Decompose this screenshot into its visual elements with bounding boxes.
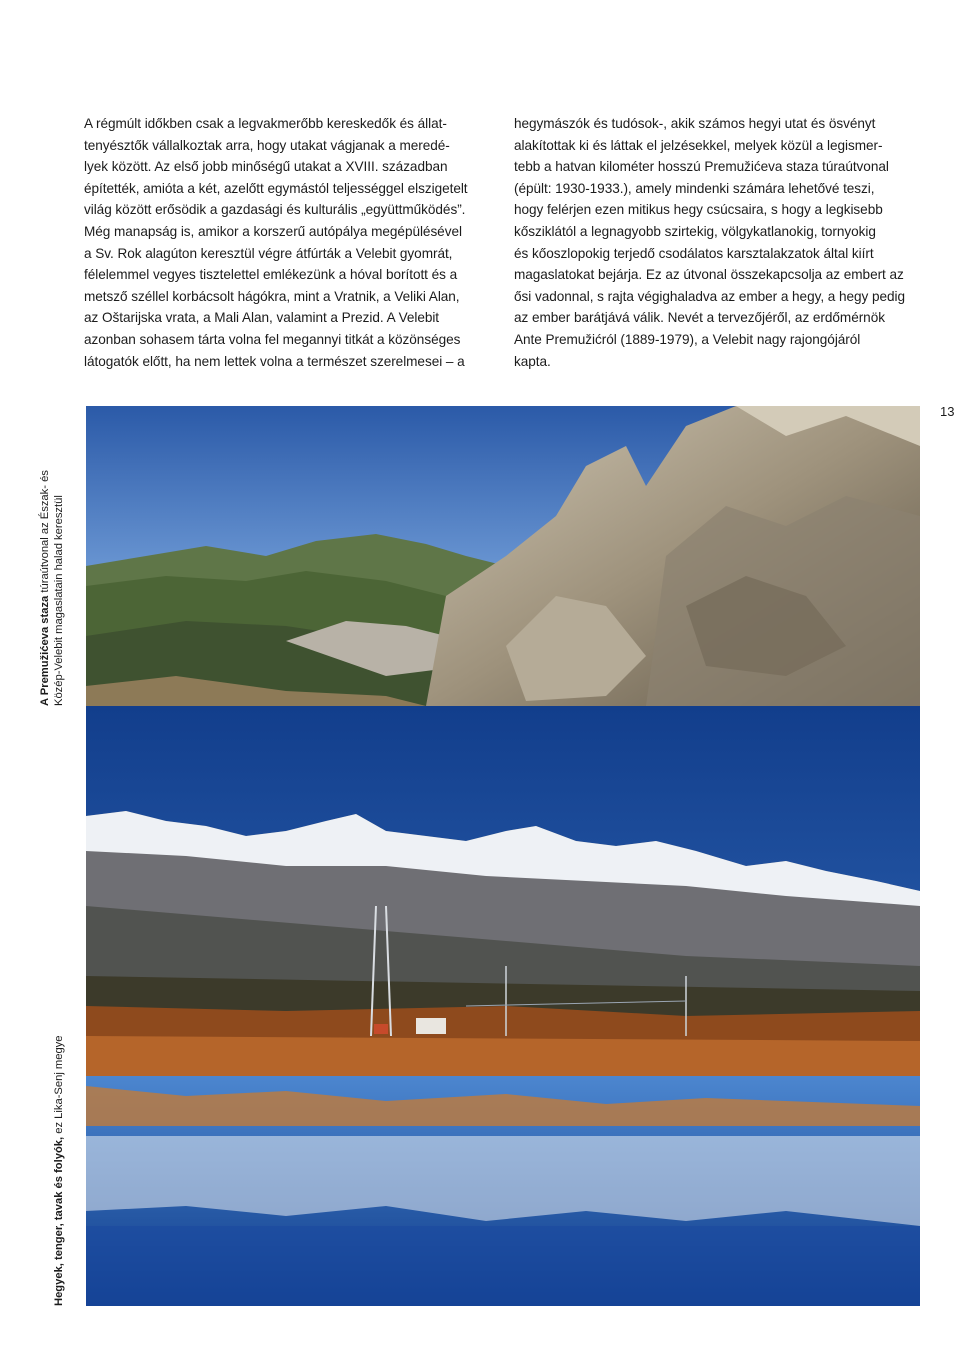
- caption-top-line2: Közép-Velebit magaslatain halad keresztül: [53, 495, 65, 706]
- mountain-lake-image: [86, 706, 920, 1306]
- caption-bottom-bold: Hegyek, tenger, tavak és folyók,: [53, 1136, 65, 1306]
- photo-mountain-lake: [86, 706, 920, 1306]
- photo-rocky-ridge: [86, 406, 920, 706]
- body-text-right-column: hegymászók és tudósok-, akik számos hegyi utat és ösvényt alakítottak ki és láttak el jelzésekkel, melyek közül a legismer- tebb a hatvan kilométer hosszú Premužićeva staza túraútvonal (épült: 1930-1933.), amely mindenki számára lehetővé teszi, hogy felérjen ezen mitikus hegy csúcsaira, s hogy a legkisebb kősziklától a legnagyobb szirtekig, völgykatlanokig, tornyokig és kőoszlopokig terjedő csodálatos karsztalakzatok által kiírt magaslatokat bejárja. Ez az útvonal összekapcsolja az embert az ősi vadonnal, s rajta végighaladva az ember a hegy, a hegy pedig az ember barátjává válik. Nevét a tervezőjéről, az erdőmérnök Ante Premužićról (1889-1979), a Velebit nagy rajongójáról kapta.: [514, 116, 906, 369]
- page-number: 13: [940, 404, 955, 419]
- photo-caption-bottom: [52, 1035, 66, 1306]
- photo-caption-top: [38, 470, 66, 706]
- body-text-left-column: A régmúlt időkben csak a legvakmerőbb kereskedők és állat- tenyésztők vállalkoztak arra, hogy utakat vágjanak a meredé- lyek között. Az első jobb minőségű utakat a XVIII. században építették, amióta a két, azelőtt egymástól teljességgel elszigetelt világ között erősödik a gazdasági és kulturális „együttműködés”. Még manapság is, amikor a korszerű autópálya megépülésével a Sv. Rok alagúton keresztül végre átfúrták a Velebit gyomrát, félelemmel vegyes tisztelettel emlékezünk a hóval borított és a metsző széllel korbácsolt hágókra, mint a Vratnik, a Veliki Alan, az Oštarijska vrata, a Mali Alan, valamint a Prezid. A Velebit azonban sohasem tárta volna fel megannyi titkát a közönséges látogatók előtt, ha nem lettek volna a természet szerelmesei – a: [84, 116, 468, 369]
- caption-top-bold: A Premužićeva staza: [39, 595, 51, 706]
- caption-bottom-rest: ez Lika-Senj megye: [53, 1035, 65, 1137]
- rocky-ridge-image: [86, 406, 920, 706]
- caption-top-rest: túraútvonal az Észak- és: [39, 470, 51, 596]
